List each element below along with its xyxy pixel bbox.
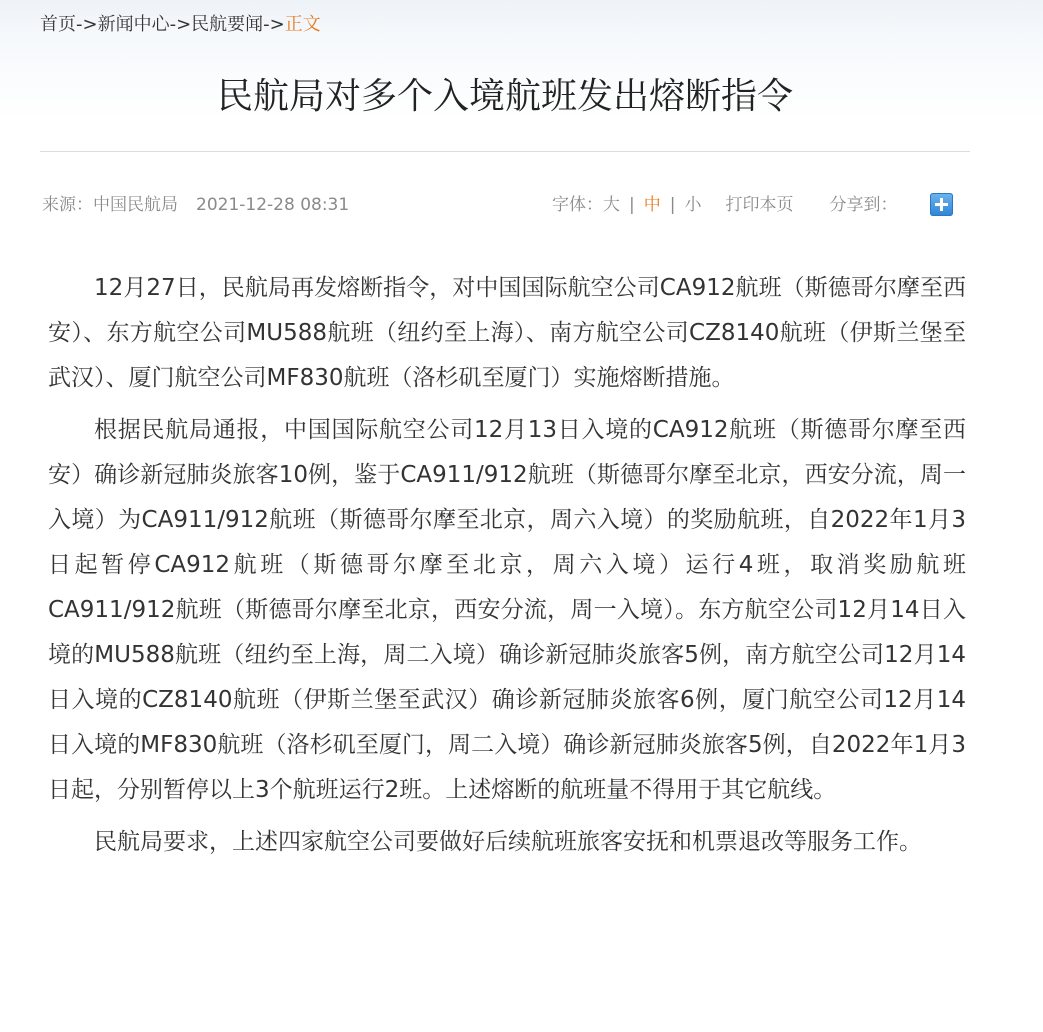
article-title: 民航局对多个入境航班发出熔断指令 (216, 76, 793, 117)
toolbar-separator: | (669, 195, 676, 215)
breadcrumb-news-center[interactable]: 新闻中心 (97, 14, 170, 35)
article-paragraph: 民航局要求，上述四家航空公司要做好后续航班旅客安抚和机票退改等服务工作。 (94, 829, 922, 855)
article-paragraph: 根据民航局通报，中国国际航空公司12月13日入境的CA912航班（斯德哥尔摩至西安）确诊新冠肺炎旅客10例，鉴于CA911/912航班（斯德哥尔摩至北京，西安分流，周一入境）为CA911/912航班（斯德哥尔摩至北京，周六入境）的奖励航班，自2022年1月3日起暂停CA912航班（斯德哥尔摩至北京，周六入境）运行4班，取消奖励航班CA911/912航班（斯德哥尔摩至北京，西安分流，周一入境）。东方航空公司12月14日入境的MU588航班（纽约至上海，周二入境）确诊新冠肺炎旅客5例，南方航空公司12月14日入境的CZ8140航班（伊斯兰堡至武汉）确诊新冠肺炎旅客6例，厦门航空公司12月14日入境的MF830航班（洛杉矶至厦门，周二入境）确诊新冠肺炎旅客5例，自2022年1月3日起，分别暂停以上3个航班运行2班。上述熔断的航班量不得用于其它航线。 (48, 417, 966, 803)
breadcrumb-civil-aviation-news[interactable]: 民航要闻 (191, 14, 264, 35)
article-meta (42, 193, 349, 217)
article-date: 2021-12-28 08:31 (196, 195, 350, 215)
font-size-small-button[interactable]: 小 (684, 195, 702, 215)
breadcrumb-separator: -> (263, 14, 285, 35)
breadcrumb-current: 正文 (284, 14, 321, 35)
title-divider (40, 151, 970, 152)
breadcrumb-separator: -> (169, 14, 192, 35)
print-page-button[interactable]: 打印本页 (725, 195, 794, 215)
breadcrumb-home[interactable]: 首页 (40, 14, 76, 35)
article-source: 来源：中国民航局 (42, 195, 178, 215)
font-size-medium-button[interactable]: 中 (643, 195, 661, 215)
share-label: 分享到： (829, 195, 898, 215)
plus-share-icon[interactable] (930, 193, 953, 216)
font-size-large-button[interactable]: 大 (603, 195, 620, 215)
font-size-label: 字体： (552, 195, 603, 215)
breadcrumb (40, 12, 321, 38)
breadcrumb-separator: -> (76, 14, 98, 35)
article-paragraph: 12月27日，民航局再发熔断指令，对中国国际航空公司CA912航班（斯德哥尔摩至西安）、东方航空公司MU588航班（纽约至上海）、南方航空公司CZ8140航班（伊斯兰堡至武汉）、厦门航空公司MF830航班（洛杉矶至厦门）实施熔断措施。 (48, 275, 966, 391)
article-toolbar (552, 193, 897, 217)
article-body (48, 266, 966, 872)
toolbar-separator: | (629, 195, 635, 215)
